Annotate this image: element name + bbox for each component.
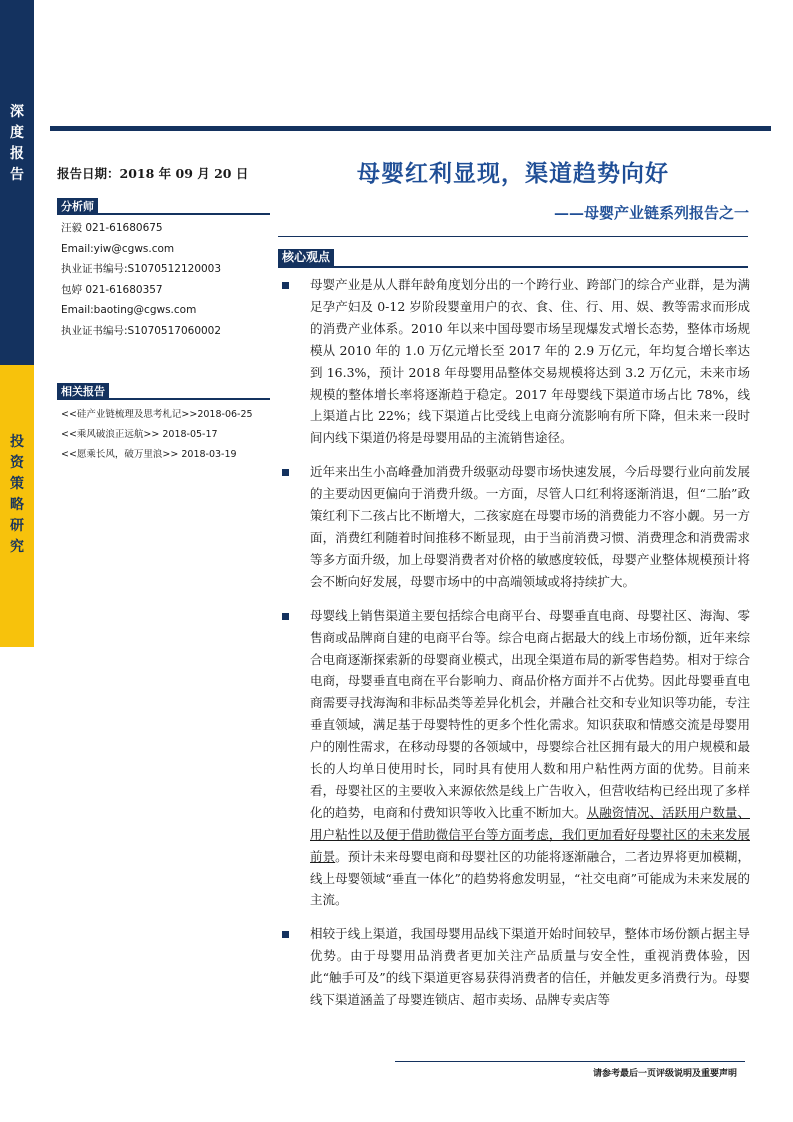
page-title: 母婴红利显现，渠道趋势向好 xyxy=(357,160,669,187)
subtitle-rule xyxy=(278,236,748,237)
viewpoint-paragraph xyxy=(280,461,750,592)
square-bullet-icon xyxy=(282,469,289,476)
viewpoint-text: 母婴产业是从人群年龄角度划分出的一个跨行业、跨部门的综合产业群，是为满足孕产妇及 0-12 岁阶段婴童用户的衣、食、住、行、用、娱、教等需求而形成的消费产业体系。2010 年以来中国母婴市场呈现爆发式增长态势，整体市场规模从 2010 年的 1.0 万亿元增长至 2017 年的 2.9 万亿元，年均复合增长率达到 16.3%，预计 2018 年母婴用品整体交易规模将达到 3.2 万亿元，未来市场规模的整体增长率将逐渐趋于稳定。2017 年母婴线下渠道市场占比 78%，线上渠道占比 22%；线下渠道占比受线上电商分流影响有所下降，但未来一段时间内线下渠道仍将是母婴用品的主流销售途径。 xyxy=(310,277,750,446)
analyst-line: 执业证书编号:S1070512120003 xyxy=(61,263,222,275)
analyst-line: Email:yiw@cgws.com xyxy=(61,242,175,255)
sidebar-char: 度 xyxy=(10,125,24,141)
viewpoint-text: 。预计未来母婴电商和母婴社区的功能将逐渐融合，二者边界将更加模糊，线上母婴领域“垂直一体化”的趋势将愈发明显，“社交电商”可能成为未来发展的主流。 xyxy=(310,848,750,908)
sidebar-char: 报 xyxy=(10,146,24,162)
footer-rule xyxy=(395,1061,745,1062)
page-subtitle: ——母婴产业链系列报告之一 xyxy=(553,204,749,222)
sidebar-label-report-type xyxy=(0,102,34,186)
viewpoint-text: 近年来出生小高峰叠加消费升级驱动母婴市场快速发展，今后母婴行业向前发展的主要动因更偏向于消费升级。一方面，尽管人口红利将逐渐消退，但“二胎”政策红利下二孩占比不断增大，二孩家庭在母婴市场的消费能力不容小觑。另一方面，消费红利随着时间推移不断显现，由于当前消费习惯、消费理念和消费需求等多方面升级，加上母婴消费者对价格的敏感度较低，母婴产业整体规模预计将会不断向好发展，母婴市场中的中高端领域或将持续扩大。 xyxy=(310,464,750,589)
analysts-heading: 分析师 xyxy=(57,198,98,215)
sidebar-char: 资 xyxy=(10,455,24,471)
analyst-line: Email:baoting@cgws.com xyxy=(61,304,197,316)
viewpoint-text: 母婴线上销售渠道主要包括综合电商平台、母婴垂直电商、母婴社区、海淘、零售商或品牌商自建的电商平台等。综合电商占据最大的线上市场份额，近年来综合电商逐渐探索新的母婴商业模式，出现全渠道布局的新零售趋势。相对于综合电商，母婴垂直电商在平台影响力、商品价格方面并不占优势。因此母婴垂直电商需要寻找海淘和非标品类等差异化机会，并融合社交和专业知识等功能，专注垂直领域，满足基于母婴特性的更多个性化需求。知识获取和情感交流是母婴用户的刚性需求，在移动母婴的各领域中，母婴综合社区拥有最大的用户规模和最长的人均单日使用时长，同时具有使用人数和用户粘性两方面的优势。目前来看，母婴社区的主要收入来源依然是线上广告收入，但营收结构已经出现了多样化的趋势，电商和付费知识等收入比重不断加大。 xyxy=(310,607,750,820)
header-top-rule xyxy=(50,126,771,131)
related-reports-heading-rule xyxy=(57,398,270,400)
analyst-line: 包婷 021-61680357 xyxy=(61,283,163,296)
sidebar-char: 投 xyxy=(10,434,24,450)
viewpoint-highlight-text: 从融资情况、活跃用户数量、用户粘性以及便于借助微信平台等方面考虑，我们更加看好母婴社区的未来发展前景 xyxy=(310,804,750,864)
sidebar-char: 略 xyxy=(10,497,24,513)
core-viewpoints-heading-rule xyxy=(278,266,748,268)
related-report-item: <<硅产业链梳理及思考札记>>2018-06-25 xyxy=(61,409,253,420)
related-reports-heading: 相关报告 xyxy=(57,383,109,400)
sidebar-label-category xyxy=(0,432,34,558)
viewpoint-paragraph xyxy=(280,274,750,449)
sidebar-char: 策 xyxy=(10,476,24,492)
analyst-line: 执业证书编号:S1070517060002 xyxy=(61,324,222,337)
sidebar-char: 深 xyxy=(10,104,24,120)
sidebar-char: 究 xyxy=(10,539,24,555)
square-bullet-icon xyxy=(282,282,289,289)
viewpoint-paragraph xyxy=(280,923,750,1011)
related-reports-list xyxy=(61,405,276,465)
footer-disclaimer-note: 请参考最后一页评级说明及重要声明 xyxy=(592,1069,737,1079)
viewpoint-paragraph xyxy=(280,605,750,912)
sidebar-char: 告 xyxy=(10,167,24,183)
sidebar-char: 研 xyxy=(10,518,24,534)
report-date: 报告日期：2018 年 09 月 20 日 xyxy=(57,166,249,181)
square-bullet-icon xyxy=(282,931,289,938)
square-bullet-icon xyxy=(282,613,289,620)
core-viewpoints-heading: 核心观点 xyxy=(278,249,334,266)
related-report-item: <<乘风破浪正远航>> 2018-05-17 xyxy=(61,429,218,440)
viewpoint-text: 相较于线上渠道，我国母婴用品线下渠道开始时间较早，整体市场份额占据主导优势。由于母婴用品消费者更加关注产品质量与安全性，重视消费体验，因此“触手可及”的线下渠道更容易获得消费者的信任，并触发更多消费行为。母婴线下渠道涵盖了母婴连锁店、超市卖场、品牌专卖店等 xyxy=(310,926,750,1008)
analyst-line: 汪毅 021-61680675 xyxy=(61,222,163,234)
core-viewpoints-body xyxy=(280,274,750,1023)
analyst-contact-list xyxy=(61,218,271,341)
related-report-item: <<愿乘长风，破万里浪>> 2018-03-19 xyxy=(61,449,237,460)
analysts-heading-rule xyxy=(57,213,270,215)
